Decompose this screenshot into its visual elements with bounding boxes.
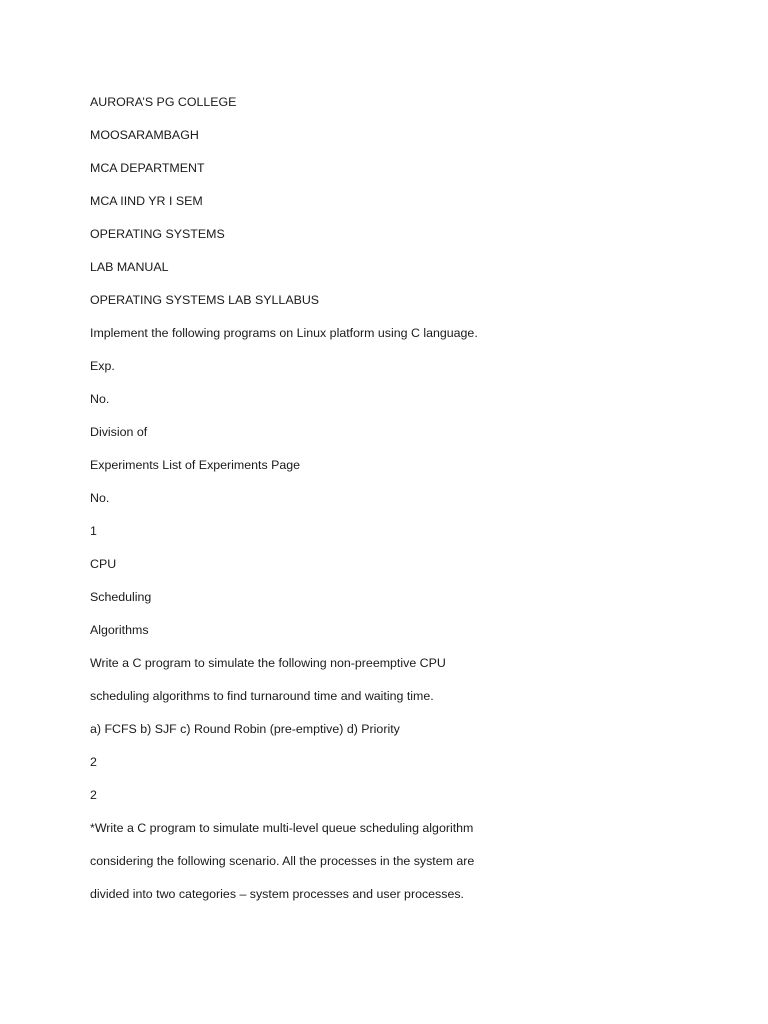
syllabus-heading: OPERATING SYSTEMS LAB SYLLABUS [90, 293, 320, 307]
table-header-exp: Exp. [90, 359, 115, 373]
subject-title: OPERATING SYSTEMS [90, 227, 225, 241]
experiment-number: 1 [90, 524, 97, 538]
table-header-page-no: No. [90, 491, 110, 505]
experiment-number: 2 [90, 788, 97, 802]
college-location: MOOSARAMBAGH [90, 128, 199, 142]
department-name: MCA DEPARTMENT [90, 161, 205, 175]
experiment-description: Write a C program to simulate the following non-preemptive CPU [90, 656, 446, 670]
document-body [90, 93, 690, 918]
instruction-text: Implement the following programs on Linux platform using C language. [90, 326, 478, 340]
division-cpu: CPU [90, 557, 117, 571]
experiment-description: scheduling algorithms to find turnaround time and waiting time. [90, 689, 434, 703]
college-name: AURORA’S PG COLLEGE [90, 95, 237, 109]
course-semester: MCA IIND YR I SEM [90, 194, 203, 208]
experiment-description: a) FCFS b) SJF c) Round Robin (pre-emptive) d) Priority [90, 722, 400, 736]
experiment-description: considering the following scenario. All the processes in the system are [90, 854, 475, 868]
table-header-experiments: Experiments List of Experiments Page [90, 458, 301, 472]
division-scheduling: Scheduling [90, 590, 152, 604]
table-header-division: Division of [90, 425, 148, 439]
manual-title: LAB MANUAL [90, 260, 169, 274]
division-algorithms: Algorithms [90, 623, 149, 637]
page-number: 2 [90, 755, 97, 769]
experiment-description: *Write a C program to simulate multi-level queue scheduling algorithm [90, 821, 474, 835]
experiment-description: divided into two categories – system processes and user processes. [90, 887, 464, 901]
table-header-no: No. [90, 392, 110, 406]
